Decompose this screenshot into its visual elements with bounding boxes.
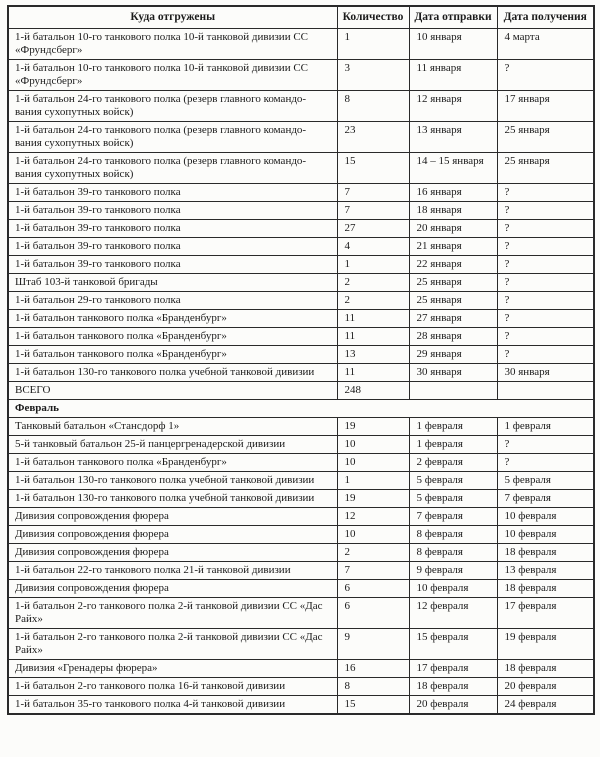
qty-cell: 2 <box>337 543 409 561</box>
col-header-destination: Куда отгружены <box>8 6 337 28</box>
sent-date-cell: 1 февраля <box>409 435 497 453</box>
qty-cell: 13 <box>337 345 409 363</box>
dest-cell: 1-й батальон 22-го танкового полка 21-й танковой дивизии <box>8 561 337 579</box>
received-date-cell: ? <box>497 327 594 345</box>
qty-cell: 1 <box>337 471 409 489</box>
dest-cell: Дивизия сопровождения фюрера <box>8 507 337 525</box>
qty-cell: 10 <box>337 453 409 471</box>
dest-cell: 1-й батальон 2-го танкового полка 2-й танковой дивизии СС «Дас Райх» <box>8 597 337 628</box>
dest-cell: 1-й батальон 10-го танкового полка 10-й танковой дивизии СС «Фрундсберг» <box>8 59 337 90</box>
sent-date-cell: 30 января <box>409 363 497 381</box>
sent-date-cell: 8 февраля <box>409 543 497 561</box>
sent-date-cell: 7 февраля <box>409 507 497 525</box>
sent-date-cell: 17 февраля <box>409 659 497 677</box>
sent-date-cell: 5 февраля <box>409 489 497 507</box>
dest-cell: 5-й танковый батальон 25-й панцергренадерской дивизии <box>8 435 337 453</box>
received-date-cell: ? <box>497 201 594 219</box>
received-date-cell: ? <box>497 435 594 453</box>
sent-date-cell: 2 февраля <box>409 453 497 471</box>
received-date-cell: 18 февраля <box>497 579 594 597</box>
dest-cell: Танковый батальон «Стансдорф 1» <box>8 417 337 435</box>
sent-date-cell: 12 января <box>409 90 497 121</box>
sent-date-cell: 28 января <box>409 327 497 345</box>
received-date-cell: 17 января <box>497 90 594 121</box>
sent-date-cell: 15 февраля <box>409 628 497 659</box>
qty-cell: 23 <box>337 121 409 152</box>
received-date-cell: 10 февраля <box>497 525 594 543</box>
table-row <box>8 309 594 327</box>
table-row <box>8 291 594 309</box>
sent-date-cell: 20 января <box>409 219 497 237</box>
table-row <box>8 219 594 237</box>
dest-cell: Дивизия «Гренадеры фюрера» <box>8 659 337 677</box>
dest-cell: 1-й батальон 2-го танкового полка 16-й танковой дивизии <box>8 677 337 695</box>
sent-date-cell: 27 января <box>409 309 497 327</box>
dest-cell: 1-й батальон танкового полка «Бранденбург» <box>8 453 337 471</box>
qty-cell: 1 <box>337 255 409 273</box>
qty-cell: 11 <box>337 309 409 327</box>
qty-cell: 8 <box>337 90 409 121</box>
dest-cell: Дивизия сопровождения фюрера <box>8 543 337 561</box>
dest-cell: 1-й батальон 39-го танкового полка <box>8 255 337 273</box>
dest-cell: 1-й батальон танкового полка «Бранденбург» <box>8 345 337 363</box>
qty-cell: 15 <box>337 152 409 183</box>
qty-cell: 1 <box>337 28 409 59</box>
qty-cell: 6 <box>337 597 409 628</box>
dest-cell: 1-й батальон 24-го танкового полка (резерв главного командо-вания сухопутных войск) <box>8 152 337 183</box>
qty-cell: 3 <box>337 59 409 90</box>
received-date-cell: 24 февраля <box>497 695 594 714</box>
header-row <box>8 6 594 28</box>
sent-date-cell: 5 февраля <box>409 471 497 489</box>
sent-date-cell <box>409 381 497 399</box>
received-date-cell: ? <box>497 219 594 237</box>
table-row <box>8 659 594 677</box>
received-date-cell: ? <box>497 59 594 90</box>
table-row <box>8 273 594 291</box>
col-header-received-date: Дата получения <box>497 6 594 28</box>
sent-date-cell: 13 января <box>409 121 497 152</box>
qty-cell: 19 <box>337 417 409 435</box>
sent-date-cell: 29 января <box>409 345 497 363</box>
qty-cell: 4 <box>337 237 409 255</box>
table-row <box>8 363 594 381</box>
qty-cell: 16 <box>337 659 409 677</box>
qty-cell: 2 <box>337 273 409 291</box>
dest-cell: 1-й батальон 2-го танкового полка 2-й танковой дивизии СС «Дас Райх» <box>8 628 337 659</box>
sent-date-cell: 25 января <box>409 273 497 291</box>
table-body <box>8 28 594 714</box>
qty-cell: 7 <box>337 561 409 579</box>
qty-cell: 12 <box>337 507 409 525</box>
received-date-cell: ? <box>497 255 594 273</box>
qty-cell: 10 <box>337 525 409 543</box>
qty-cell: 248 <box>337 381 409 399</box>
qty-cell: 27 <box>337 219 409 237</box>
qty-cell: 15 <box>337 695 409 714</box>
received-date-cell: ? <box>497 273 594 291</box>
dest-cell: 1-й батальон 130-го танкового полка учебной танковой дивизии <box>8 363 337 381</box>
qty-cell: 6 <box>337 579 409 597</box>
section-label: Февраль <box>8 399 594 417</box>
dest-cell: 1-й батальон 130-го танкового полка учебной танковой дивизии <box>8 471 337 489</box>
table-row <box>8 628 594 659</box>
table-row <box>8 489 594 507</box>
dest-cell: 1-й батальон 39-го танкового полка <box>8 237 337 255</box>
table-row <box>8 695 594 714</box>
received-date-cell: ? <box>497 345 594 363</box>
received-date-cell: ? <box>497 183 594 201</box>
shipments-table <box>7 5 595 715</box>
table-row <box>8 543 594 561</box>
received-date-cell: 25 января <box>497 152 594 183</box>
table-row <box>8 255 594 273</box>
sent-date-cell: 8 февраля <box>409 525 497 543</box>
sent-date-cell: 18 февраля <box>409 677 497 695</box>
dest-cell: 1-й батальон 39-го танкового полка <box>8 219 337 237</box>
sent-date-cell: 21 января <box>409 237 497 255</box>
table-row <box>8 525 594 543</box>
sent-date-cell: 10 января <box>409 28 497 59</box>
dest-cell: 1-й батальон танкового полка «Бранденбург» <box>8 327 337 345</box>
received-date-cell: 10 февраля <box>497 507 594 525</box>
qty-cell: 7 <box>337 183 409 201</box>
dest-cell: 1-й батальон 29-го танкового полка <box>8 291 337 309</box>
total-row <box>8 381 594 399</box>
qty-cell: 11 <box>337 363 409 381</box>
table-row <box>8 579 594 597</box>
sent-date-cell: 25 января <box>409 291 497 309</box>
sent-date-cell: 16 января <box>409 183 497 201</box>
received-date-cell: 20 февраля <box>497 677 594 695</box>
qty-cell: 8 <box>337 677 409 695</box>
section-row <box>8 399 594 417</box>
table-row <box>8 453 594 471</box>
table-row <box>8 561 594 579</box>
table-row <box>8 417 594 435</box>
table-row <box>8 507 594 525</box>
sent-date-cell: 18 января <box>409 201 497 219</box>
dest-cell: 1-й батальон 39-го танкового полка <box>8 201 337 219</box>
received-date-cell: ? <box>497 453 594 471</box>
table-row <box>8 183 594 201</box>
sent-date-cell: 10 февраля <box>409 579 497 597</box>
received-date-cell: 30 января <box>497 363 594 381</box>
qty-cell: 11 <box>337 327 409 345</box>
table-row <box>8 28 594 59</box>
col-header-quantity: Количество <box>337 6 409 28</box>
qty-cell: 7 <box>337 201 409 219</box>
sent-date-cell: 11 января <box>409 59 497 90</box>
received-date-cell: 18 февраля <box>497 543 594 561</box>
dest-cell: 1-й батальон 39-го танкового полка <box>8 183 337 201</box>
dest-cell: 1-й батальон 24-го танкового полка (резерв главного командо-вания сухопутных войск) <box>8 121 337 152</box>
dest-cell: 1-й батальон танкового полка «Бранденбург» <box>8 309 337 327</box>
sent-date-cell: 22 января <box>409 255 497 273</box>
table-row <box>8 201 594 219</box>
sent-date-cell: 14 – 15 января <box>409 152 497 183</box>
table-row <box>8 90 594 121</box>
table-row <box>8 121 594 152</box>
sent-date-cell: 12 февраля <box>409 597 497 628</box>
qty-cell: 10 <box>337 435 409 453</box>
sent-date-cell: 9 февраля <box>409 561 497 579</box>
received-date-cell: 7 февраля <box>497 489 594 507</box>
col-header-sent-date: Дата отправки <box>409 6 497 28</box>
dest-cell: 1-й батальон 130-го танкового полка учебной танковой дивизии <box>8 489 337 507</box>
table-row <box>8 327 594 345</box>
table-row <box>8 237 594 255</box>
dest-cell: Штаб 103-й танковой бригады <box>8 273 337 291</box>
sent-date-cell: 1 февраля <box>409 417 497 435</box>
received-date-cell: 18 февраля <box>497 659 594 677</box>
received-date-cell: 4 марта <box>497 28 594 59</box>
table-row <box>8 471 594 489</box>
qty-cell: 2 <box>337 291 409 309</box>
received-date-cell: 19 февраля <box>497 628 594 659</box>
table-row <box>8 597 594 628</box>
received-date-cell: 25 января <box>497 121 594 152</box>
received-date-cell: ? <box>497 309 594 327</box>
received-date-cell: 13 февраля <box>497 561 594 579</box>
table-row <box>8 677 594 695</box>
received-date-cell <box>497 381 594 399</box>
table-row <box>8 435 594 453</box>
received-date-cell: ? <box>497 291 594 309</box>
dest-cell: 1-й батальон 10-го танкового полка 10-й танковой дивизии СС «Фрундсберг» <box>8 28 337 59</box>
dest-cell: 1-й батальон 35-го танкового полка 4-й танковой дивизии <box>8 695 337 714</box>
received-date-cell: 5 февраля <box>497 471 594 489</box>
qty-cell: 9 <box>337 628 409 659</box>
table-row <box>8 59 594 90</box>
received-date-cell: 1 февраля <box>497 417 594 435</box>
dest-cell: ВСЕГО <box>8 381 337 399</box>
dest-cell: Дивизия сопровождения фюрера <box>8 525 337 543</box>
table-row <box>8 152 594 183</box>
sent-date-cell: 20 февраля <box>409 695 497 714</box>
qty-cell: 19 <box>337 489 409 507</box>
table-row <box>8 345 594 363</box>
dest-cell: 1-й батальон 24-го танкового полка (резерв главного командо-вания сухопутных войск) <box>8 90 337 121</box>
dest-cell: Дивизия сопровождения фюрера <box>8 579 337 597</box>
received-date-cell: ? <box>497 237 594 255</box>
received-date-cell: 17 февраля <box>497 597 594 628</box>
